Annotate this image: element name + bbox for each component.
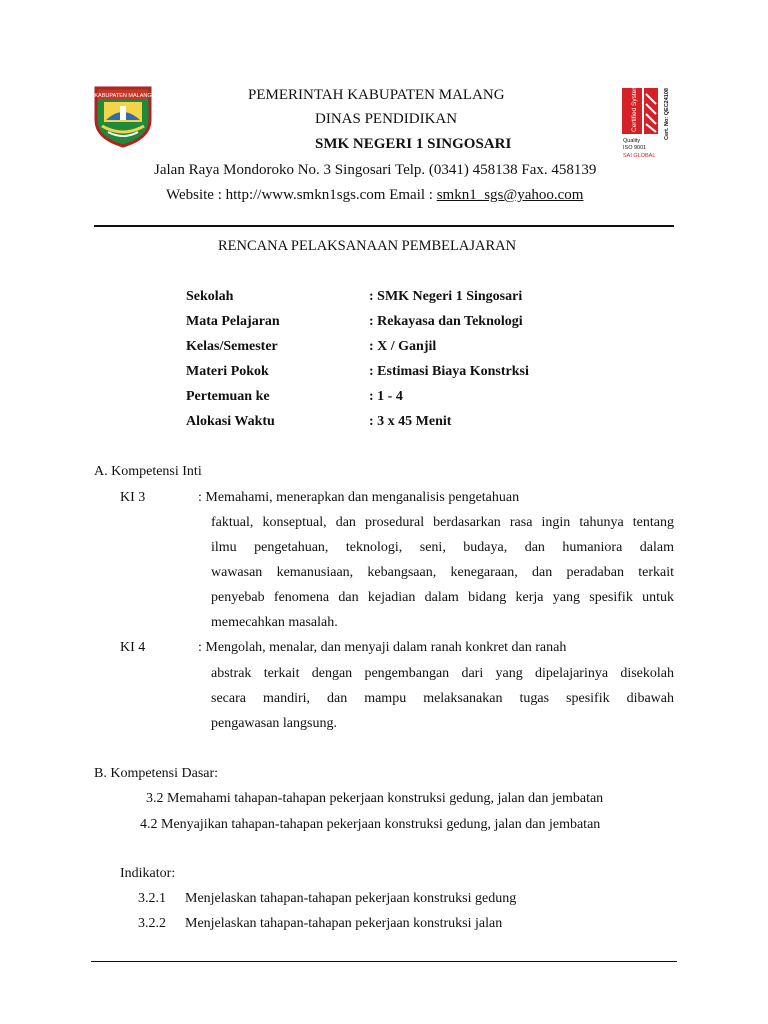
kabupaten-malang-logo	[94, 86, 152, 148]
indikator-number: 3.2.2	[138, 916, 166, 931]
identity-label: Kelas/Semester	[186, 339, 278, 354]
ki3-line: memecahkan masalah.	[211, 615, 338, 630]
ki3-line: wawasan kemanusiaan, kebangsaan, kenegaraan, dan peradaban terkait	[211, 565, 674, 580]
ki4-line: pengawasan langsung.	[211, 716, 337, 731]
identity-label: Sekolah	[186, 289, 234, 304]
identity-label: Alokasi Waktu	[186, 414, 275, 429]
ki3-line: penyebab fenomena dan kejadian dalam bidang kerja yang spesifik untuk	[211, 590, 674, 605]
ki4-line: secara mandiri, dan mampu melaksanakan tugas spesifik dibawah	[211, 691, 674, 706]
identity-label: Mata Pelajaran	[186, 314, 280, 329]
header-divider	[94, 225, 674, 227]
iso-certified-badge	[622, 88, 672, 160]
header-department: DINAS PENDIDIKAN	[315, 111, 458, 127]
ki4-first-line: : Mengolah, menalar, dan menyaji dalam ranah konkret dan ranah	[198, 640, 567, 655]
logo-text: KABUPATEN MALANG	[94, 93, 152, 99]
email-link[interactable]: smkn1_sgs@yahoo.com	[436, 187, 584, 203]
identity-value: : Rekayasa dan Teknologi	[369, 314, 523, 329]
indikator-text: Menjelaskan tahapan-tahapan pekerjaan konstruksi gedung	[185, 891, 517, 906]
kd-item: 4.2 Menyajikan tahapan-tahapan pekerjaan konstruksi gedung, jalan dan jembatan	[140, 817, 601, 832]
identity-value: : X / Ganjil	[369, 339, 437, 354]
section-b-heading: B. Kompetensi Dasar:	[94, 766, 219, 781]
section-a-heading: A. Kompetensi Inti	[94, 464, 202, 479]
identity-label: Pertemuan ke	[186, 389, 270, 404]
identity-value: : SMK Negeri 1 Singosari	[369, 289, 523, 304]
cert-quality: Quality	[623, 138, 641, 144]
ki3-line: faktual, konseptual, dan prosedural berdasarkan rasa ingin tahunya tentang	[211, 515, 674, 530]
ki3-line: ilmu pengetahuan, teknologi, seni, budaya, dan humaniora dalam	[211, 540, 674, 555]
cert-brand: SAI GLOBAL	[623, 153, 656, 159]
document-title: RENCANA PELAKSANAAN PEMBELAJARAN	[218, 238, 517, 254]
header-government: PEMERINTAH KABUPATEN MALANG	[248, 87, 505, 103]
identity-value: : 3 x 45 Menit	[369, 414, 452, 429]
indikator-number: 3.2.1	[138, 891, 166, 906]
identity-value: : 1 - 4	[369, 389, 403, 404]
identity-value: : Estimasi Biaya Konstrksi	[369, 364, 529, 379]
cert-iso: ISO 9001	[623, 145, 647, 151]
cert-text: Certified System	[631, 88, 638, 132]
footer-divider	[91, 961, 677, 962]
ki3-first-line: : Memahami, menerapkan dan menganalisis pengetahuan	[198, 490, 520, 505]
ki3-label: KI 3	[120, 490, 146, 505]
website-text: Website : http://www.smkn1sgs.com Email :	[166, 187, 437, 203]
header-contact	[166, 187, 583, 204]
ki4-line: abstrak terkait dengan pengembangan dari yang dipelajarinya disekolah	[211, 666, 674, 681]
cert-number: Cert. No: QEC24108	[664, 88, 670, 140]
indikator-text: Menjelaskan tahapan-tahapan pekerjaan konstruksi jalan	[185, 916, 503, 931]
kd-item: 3.2 Memahami tahapan-tahapan pekerjaan konstruksi gedung, jalan dan jembatan	[146, 791, 604, 806]
header-address: Jalan Raya Mondoroko No. 3 Singosari Telp. (0341) 458138 Fax. 458139	[154, 162, 597, 178]
ki4-label: KI 4	[120, 640, 146, 655]
header-school-name: SMK NEGERI 1 SINGOSARI	[315, 136, 512, 152]
indikator-heading: Indikator:	[120, 866, 176, 881]
identity-label: Materi Pokok	[186, 364, 269, 379]
